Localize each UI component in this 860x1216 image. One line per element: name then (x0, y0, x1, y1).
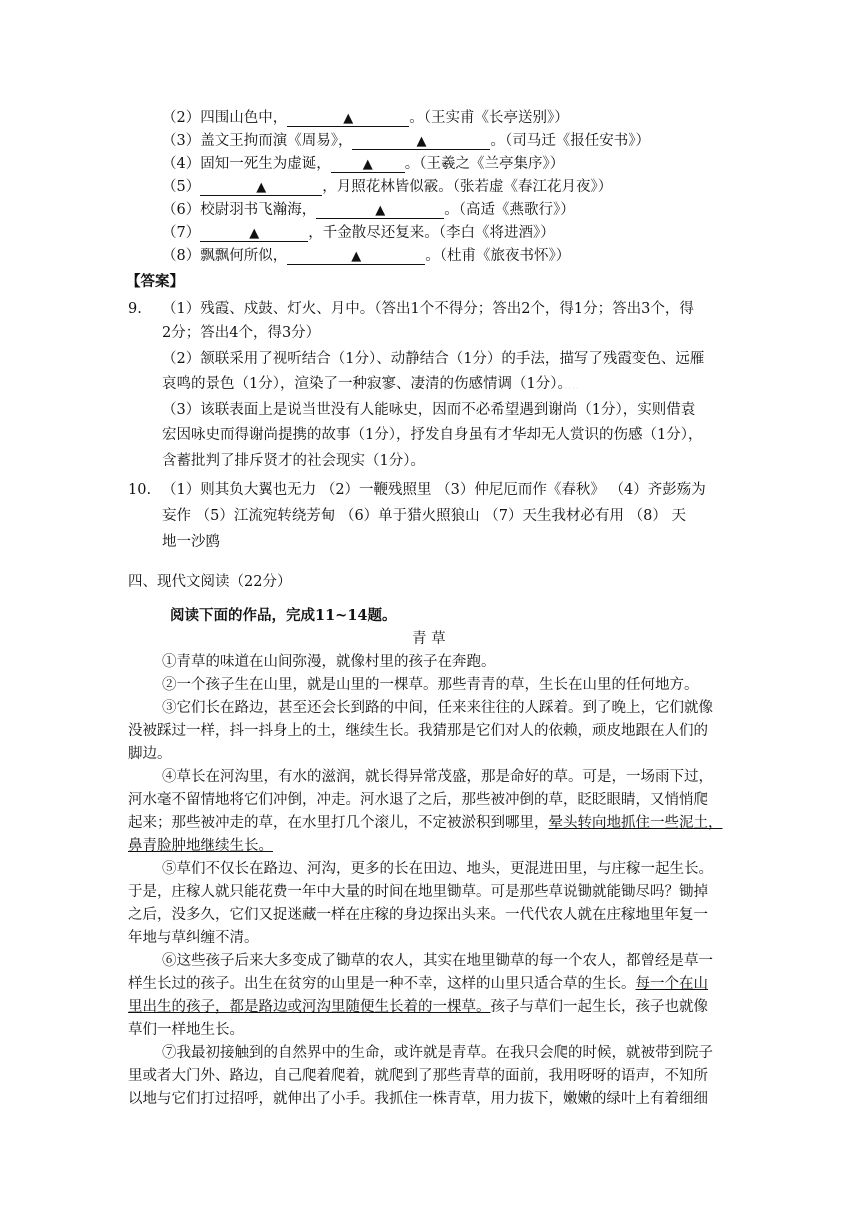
answer-text: 哀鸣的景色（1分），渲染了一种寂寥、凄清的伤感情调（1分）。 (162, 376, 565, 392)
answer-line: （1）则其负大翼也无力 （2）一鞭残照里 （3）仲尼厄而作《春秋》 （4）齐彭殇为 (162, 482, 706, 498)
fill-item-source: 。（司马迁《报任安书》） (490, 133, 650, 149)
paragraph-line: 草们一样地生长。 (128, 1022, 244, 1038)
answer-line: 地一沙鸥 (162, 534, 220, 550)
fill-item-text: （7） (162, 225, 201, 241)
fill-item-5 (162, 177, 612, 197)
answer-line (162, 374, 581, 397)
article-title: 青 草 (412, 631, 446, 647)
paragraph-text: 孩子与草们一起生长，孩子也就像 (490, 999, 708, 1015)
answer-blank (200, 179, 322, 196)
paragraph-line (128, 974, 708, 994)
triangle-mark: ▲ (249, 226, 260, 241)
triangle-mark: ▲ (351, 249, 362, 264)
question-number: 10. (128, 482, 152, 498)
fill-item-source: ，月照花林皆似霰。（张若虚《春江花月夜》） (322, 179, 613, 195)
answer-line: （1）残霞、戍鼓、灯火、月中。（答出1个不得分；答出2个，得1分；答出3个，得 (162, 301, 694, 317)
answer-line: （2）颔联采用了视听结合（1分）、动静结合（1分）的手法，描写了残霞变色、远雁 (162, 351, 705, 367)
paragraph-line: 年地与草纠缠不清。 (128, 930, 259, 946)
paragraph-line (128, 997, 708, 1017)
paragraph-line: ⑦我最初接触到的自然界中的生命，或许就是青草。在我只会爬的时候，就被带到院子 (162, 1045, 713, 1061)
answer-line: 妄作 （5）江流宛转绕芳甸 （6）单于猎火照狼山 （7）天生我材必有用 （8） 天 (162, 508, 686, 524)
answer-blank (200, 225, 308, 242)
underlined-text: 晕头转向地抓住一些泥土， (548, 815, 723, 831)
paragraph-line: ⑥这些孩子后来大多变成了锄草的农人，其实在地里锄草的每一个农人，都曾经是草一 (162, 953, 713, 969)
paragraph-line: 于是，庄稼人就只能花费一年中大量的时间在地里锄草。可是那些草说锄就能锄尽吗？锄掉 (128, 884, 708, 900)
answer-line: 2分；答出4个，得3分） (162, 325, 321, 341)
triangle-mark: ▲ (343, 111, 354, 126)
paragraph-line: 以地与它们打过招呼，就伸出了小手。我抓住一株青草，用力拔下，嫩嫩的绿叶上有着细细 (128, 1091, 708, 1107)
answer-header: 【答案】 (126, 273, 184, 290)
question-number: 9. (128, 301, 142, 317)
answer-line: 宏因咏史而得谢尚提携的故事（1分），抒发自身虽有才华却无人赏识的伤感（1分）， (162, 427, 703, 443)
paragraph-line (128, 813, 723, 833)
answer-line: （3）该联表面上是说当世没有人能咏史，因而不必希望遇到谢尚（1分），实则借袁 (162, 402, 696, 418)
triangle-mark: ▲ (256, 180, 267, 195)
underlined-text: 里出生的孩子，都是路边或河沟里随便生长着的一棵草。 (128, 999, 491, 1015)
fill-item-text: （6）校尉羽书飞瀚海， (162, 202, 317, 218)
fill-item-source: 。（杜甫《旅夜书怀》） (425, 248, 571, 264)
paragraph-line: 之后，没多久，它们又捉迷藏一样在庄稼的身边探出头来。一代代农人就在庄稼地里年复一 (128, 907, 708, 923)
fill-item-text: （3）盖文王拘而演《周易》， (162, 133, 353, 149)
fill-item-7 (162, 223, 555, 243)
answer-line: 含蓄批判了排斥贤才的社会现实（1分）。 (162, 453, 425, 469)
fill-item-text: （5） (162, 179, 201, 195)
paragraph-line: ③它们长在路边，甚至还会长到路的中间，任来来往往的人踩着。到了晚上，它们就像 (162, 700, 713, 716)
paragraph-text: 样生长过的孩子。出生在贫穷的山里是一种不幸，这样的山里只适合草的生长。 (128, 976, 636, 992)
fill-item-source: 。（王羲之《兰亭集序》） (404, 156, 565, 172)
fill-item-source: 。（王实甫《长亭送别》） (409, 110, 569, 126)
triangle-mark: ▲ (375, 203, 386, 218)
underlined-text: 鼻青脸肿地继续生长。 (128, 838, 273, 854)
fill-item-3 (162, 131, 650, 151)
triangle-mark: ▲ (416, 134, 427, 149)
answer-blank (287, 248, 425, 265)
watermark-dots: 。。。。 (564, 384, 581, 389)
fill-item-text: （4）固知一死生为虚诞， (162, 156, 331, 172)
fill-item-2 (162, 108, 569, 128)
answer-blank (331, 156, 405, 173)
fill-item-6 (162, 200, 575, 220)
paragraph-line: ①青草的味道在山间弥漫，就像村里的孩子在奔跑。 (162, 654, 496, 670)
answer-blank (287, 110, 409, 127)
paragraph-line: ⑤草们不仅长在路边、河沟，更多的长在田边、地头，更混进田里，与庄稼一起生长。 (162, 861, 713, 877)
fill-item-text: （8）飘飘何所似， (162, 248, 288, 264)
paragraph-line: ④草长在河沟里，有水的滋润，就长得异常茂盛，那是命好的草。可是，一场雨下过， (162, 769, 713, 785)
paragraph-line: 没被踩过一样，抖一抖身上的土，继续生长。我猜那是它们对人的依赖，顽皮地跟在人们的 (128, 723, 708, 739)
answer-blank (352, 133, 490, 150)
answer-blank (316, 202, 444, 219)
fill-item-source: ，千金散尽还复来。（李白《将进酒》） (308, 225, 555, 241)
paragraph-line: 脚边。 (128, 746, 172, 762)
paragraph-line: 里或者大门外、路边，自己爬着爬着，就爬到了那些青草的面前，我用呀呀的语声，不知所 (128, 1068, 708, 1084)
fill-item-text: （2）四围山色中， (162, 110, 288, 126)
section-title: 四、现代文阅读（22分） (128, 574, 292, 590)
fill-item-4 (162, 154, 564, 174)
underlined-text: 每一个在山 (635, 976, 708, 992)
fill-item-8 (162, 246, 570, 266)
paragraph-line: 河水毫不留情地将它们冲倒，冲走。河水退了之后，那些被冲倒的草，眨眨眼睛，又悄悄爬 (128, 792, 708, 808)
paragraph-line: ②一个孩子生在山里，就是山里的一棵草。那些青青的草，生长在山里的任何地方。 (162, 677, 699, 693)
triangle-mark: ▲ (362, 157, 373, 172)
reading-instruction: 阅读下面的作品，完成11~14题。 (170, 607, 397, 624)
paragraph-text: 起来；那些被冲走的草，在水里打几个滚儿，不定被淤积到哪里， (128, 815, 549, 831)
fill-item-source: 。（高适《燕歌行》） (444, 202, 575, 218)
